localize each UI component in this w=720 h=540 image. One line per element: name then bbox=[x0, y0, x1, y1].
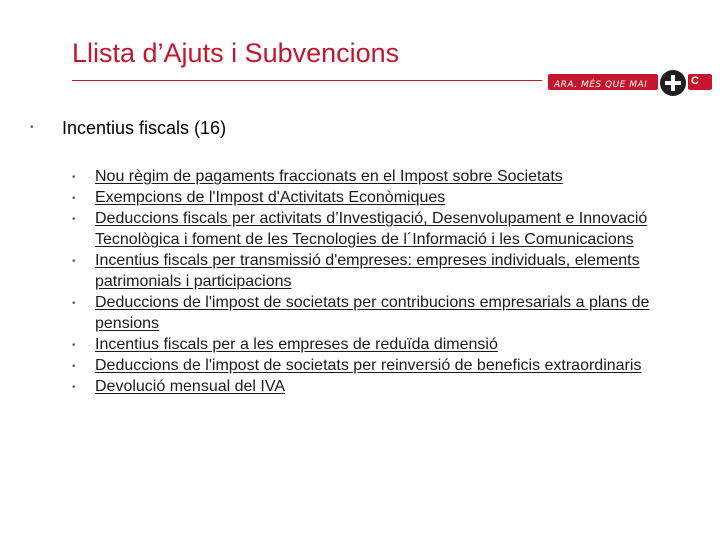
list-bullet: • bbox=[72, 193, 76, 204]
subsidy-list bbox=[72, 166, 682, 397]
list-item bbox=[72, 187, 682, 208]
subsidy-link-exempcions-iae[interactable]: Exempcions de l'Impost d'Activitats Econòmiques bbox=[95, 189, 446, 206]
brand-tail bbox=[688, 74, 712, 90]
list-bullet: • bbox=[72, 214, 76, 225]
subsidy-link-reduida-dimensio[interactable]: Incentius fiscals per a les empreses de reduïda dimensió bbox=[95, 336, 498, 353]
brand-slogan: ARA. MÉS QUE MAI bbox=[554, 80, 648, 90]
list-bullet: • bbox=[72, 361, 76, 372]
subsidy-link-reinversio-beneficis[interactable]: Deduccions de l'impost de societats per reinversió de beneficis extraordinaris bbox=[95, 357, 642, 374]
subsidy-link-deduccions-idi[interactable]: Deduccions fiscals per activitats d’Investigació, Desenvolupament e Innovació Tecnològica i foment de les Tecnologies de l´Informació i les Comunicacions bbox=[95, 210, 648, 248]
list-item bbox=[72, 166, 682, 187]
list-item bbox=[72, 292, 682, 334]
brand-slogan-bar bbox=[548, 74, 658, 90]
list-bullet: • bbox=[72, 382, 76, 393]
section-label: Incentius fiscals (16) bbox=[62, 118, 227, 138]
subsidy-link-pagaments-fraccionats[interactable]: Nou règim de pagaments fraccionats en el Impost sobre Societats bbox=[95, 168, 563, 185]
title-divider bbox=[72, 80, 542, 81]
plus-icon bbox=[660, 70, 686, 96]
subsidy-link-transmissio-empreses[interactable]: Incentius fiscals per transmissió d'empreses: empreses individuals, elements patrimonials i participacions bbox=[95, 252, 640, 290]
list-item bbox=[72, 334, 682, 355]
list-item bbox=[72, 250, 682, 292]
list-bullet: • bbox=[72, 256, 76, 267]
list-bullet: • bbox=[72, 340, 76, 351]
subsidy-link-plans-pensions[interactable]: Deduccions de l'impost de societats per contribucions empresarials a plans de pensions bbox=[95, 294, 650, 332]
list-bullet: • bbox=[72, 298, 76, 309]
page-title: Llista d’Ajuts i Subvencions bbox=[72, 38, 400, 68]
section-bullet: • bbox=[30, 122, 34, 133]
list-bullet: • bbox=[72, 172, 76, 183]
list-item bbox=[72, 208, 682, 250]
subsidy-link-devolucio-iva[interactable]: Devolució mensual del IVA bbox=[95, 378, 286, 395]
list-item bbox=[72, 355, 682, 376]
list-item bbox=[72, 376, 682, 397]
brand-tail-glyph: C bbox=[691, 75, 699, 87]
brand-logo bbox=[548, 70, 716, 96]
